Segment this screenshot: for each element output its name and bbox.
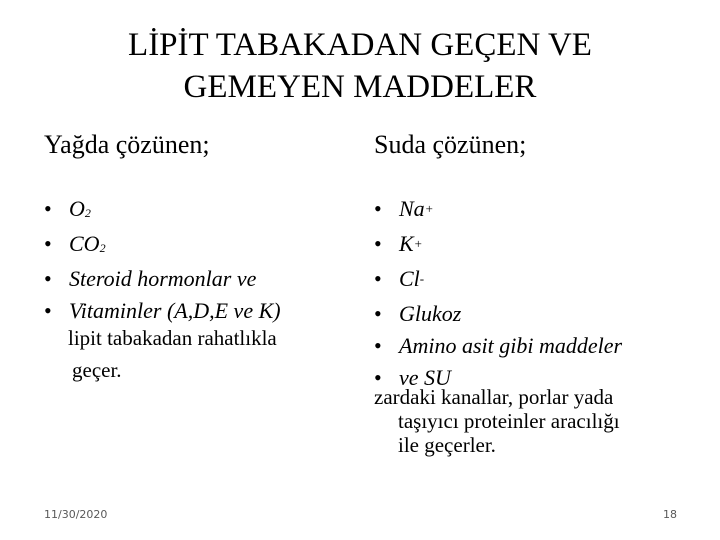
list-item-text: Glukoz <box>399 301 462 326</box>
list-item-text: $O_2$ <box>69 196 91 221</box>
bullet-icon: • <box>374 266 382 291</box>
bullet-icon: • <box>374 301 382 326</box>
bullet-icon: • <box>44 196 52 221</box>
bullet-icon: • <box>374 365 382 390</box>
list-item <box>44 228 281 263</box>
list-item <box>374 263 622 298</box>
list-item <box>374 228 622 263</box>
list-item <box>44 193 281 228</box>
footer-page-number: 18 <box>663 508 677 521</box>
list-item-text: Na+ <box>399 196 434 221</box>
list-item-text: Cl- <box>399 266 425 291</box>
slide-title-line-2: GEMEYEN MADDELER <box>183 69 537 105</box>
right-bullet-list <box>374 193 622 394</box>
right-note-line-1: zardaki kanallar, porlar yada <box>374 385 614 409</box>
bullet-icon: • <box>44 298 52 323</box>
list-item-text: K+ <box>399 231 423 256</box>
list-item-text: Steroid hormonlar ve <box>69 266 257 291</box>
bullet-icon: • <box>374 196 382 221</box>
right-note <box>374 385 620 457</box>
slide-title-line-1: LİPİT TABAKADAN GEÇEN VE <box>128 27 592 63</box>
list-item <box>44 263 281 295</box>
list-item-text: $CO_2$ <box>69 231 106 256</box>
right-note-line-2: taşıyıcı proteinler aracılığı <box>398 409 620 433</box>
list-item <box>374 298 622 330</box>
bullet-icon: • <box>374 231 382 256</box>
footer-date: 11/30/2020 <box>44 508 108 521</box>
list-item <box>374 193 622 228</box>
left-note-line-1: lipit tabakadan rahatlıkla <box>68 326 277 350</box>
list-item-text: ve SU <box>399 365 451 390</box>
right-note-line-3: ile geçerler. <box>398 433 496 457</box>
left-column-heading: Yağda çözünen; <box>44 130 210 159</box>
right-column-heading: Suda çözünen; <box>374 130 527 159</box>
bullet-icon: • <box>44 266 52 291</box>
list-item <box>374 330 622 362</box>
left-note-line-2: geçer. <box>72 358 122 382</box>
left-bullet-list <box>44 193 281 327</box>
bullet-icon: • <box>374 333 382 358</box>
bullet-icon: • <box>44 231 52 256</box>
left-note <box>68 322 277 386</box>
list-item-text: Vitaminler (A,D,E ve K) <box>69 298 281 323</box>
slide-title <box>0 24 720 108</box>
list-item-text: Amino asit gibi maddeler <box>399 333 623 358</box>
